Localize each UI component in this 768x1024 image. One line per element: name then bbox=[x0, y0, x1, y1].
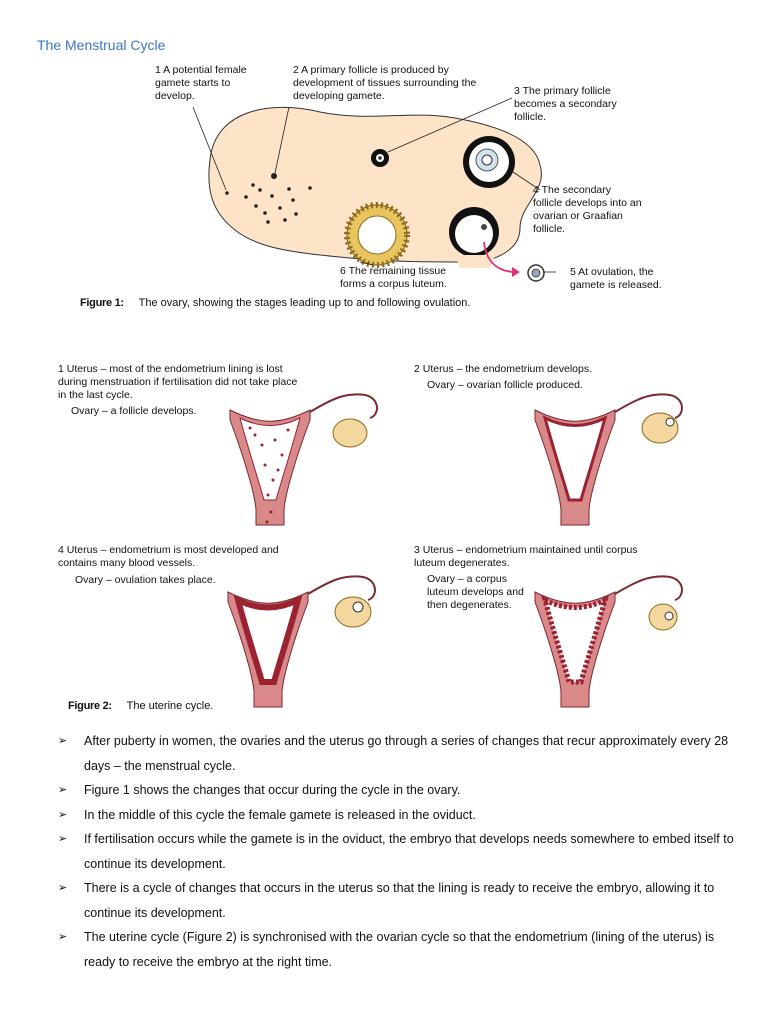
arrow-bullet-icon: ➢ bbox=[58, 808, 68, 821]
primary-follicle bbox=[371, 149, 389, 167]
panel-4-uterus-text: 4 Uterus – endometrium is most developed and contains many blood vessels. bbox=[58, 544, 279, 569]
stage-1-label: 1 A potential female gamete starts to develop. bbox=[155, 64, 247, 102]
bullet-item: ➢ If fertilisation occurs while the gamete is in the oviduct, the embryo that develops needs somewhere to embed itself to continue its development. bbox=[58, 827, 738, 876]
stage-5-label: 5 At ovulation, the gamete is released. bbox=[570, 266, 662, 291]
corpus-luteum bbox=[347, 205, 407, 265]
stage-6-label: 6 The remaining tissue forms a corpus luteum. bbox=[340, 265, 447, 290]
arrow-bullet-icon: ➢ bbox=[58, 931, 68, 943]
bullet-item: ➢ Figure 1 shows the changes that occur during the cycle in the ovary. bbox=[58, 778, 738, 803]
panel-2-ovary-text: Ovary – ovarian follicle produced. bbox=[427, 379, 583, 391]
panel-3-ovary-text: Ovary – a corpus luteum develops and then degenerates. bbox=[427, 573, 524, 611]
stage-4-label: 4 The secondary follicle develops into an ovarian or Graafian follicle. bbox=[533, 184, 642, 235]
stage-3-label: 3 The primary follicle becomes a secondary follicle. bbox=[514, 85, 617, 123]
bullet-item: ➢ The uterine cycle (Figure 2) is synchronised with the ovarian cycle so that the endometrium (lining of the uterus) is ready to receive the embryo at the right time. bbox=[58, 925, 738, 974]
uterus-panel-2 bbox=[535, 394, 682, 525]
stage-2-label: 2 A primary follicle is produced by development of tissues surrounding the developing gamete. bbox=[293, 64, 477, 102]
bullet-item: ➢ In the middle of this cycle the female gamete is released in the oviduct. bbox=[58, 803, 738, 828]
secondary-follicle bbox=[463, 136, 515, 188]
bullet-list bbox=[58, 729, 738, 974]
figure-2-caption-text: The uterine cycle. bbox=[126, 700, 214, 712]
figure-2-label: Figure 2: bbox=[68, 700, 112, 712]
figure-1-label: Figure 1: bbox=[80, 297, 124, 309]
graafian-follicle bbox=[449, 207, 499, 268]
panel-4-ovary-text: Ovary – ovulation takes place. bbox=[75, 574, 216, 586]
panel-2-uterus-text: 2 Uterus – the endometrium develops. bbox=[414, 363, 593, 375]
panel-1-ovary-text: Ovary – a follicle develops. bbox=[71, 405, 197, 417]
panel-1-uterus-text: 1 Uterus – most of the endometrium lining is lost during menstruation if fertilisation did not take place in the last cycle. bbox=[58, 363, 298, 401]
panel-3-uterus-text: 3 Uterus – endometrium maintained until corpus luteum degenerates. bbox=[414, 544, 638, 569]
figure-1-caption-text: The ovary, showing the stages leading up to and following ovulation. bbox=[138, 297, 471, 309]
figure-2-caption bbox=[68, 700, 213, 712]
uterus-panel-3 bbox=[535, 576, 682, 707]
arrow-bullet-icon: ➢ bbox=[58, 833, 68, 845]
bullet-item: ➢ After puberty in women, the ovaries and the uterus go through a series of changes that recur approximately every 28 days – the menstrual cycle. bbox=[58, 729, 738, 778]
arrow-bullet-icon: ➢ bbox=[58, 882, 68, 894]
figure-1-caption bbox=[80, 297, 470, 309]
bullet-item: ➢ There is a cycle of changes that occurs in the uterus so that the lining is ready to receive the embryo, allowing it to continue its development. bbox=[58, 876, 738, 925]
page-title: The Menstrual Cycle bbox=[37, 37, 166, 53]
arrow-bullet-icon: ➢ bbox=[58, 784, 68, 796]
uterus-panel-4 bbox=[228, 576, 375, 707]
arrow-bullet-icon: ➢ bbox=[58, 735, 68, 747]
released-gamete bbox=[528, 265, 544, 281]
developing-gamete bbox=[271, 173, 277, 179]
